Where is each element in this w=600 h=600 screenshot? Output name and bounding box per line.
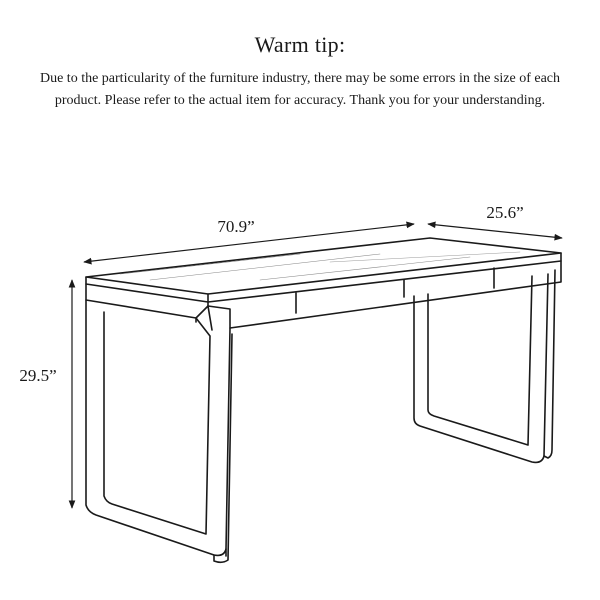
- depth-label: 25.6”: [486, 203, 524, 222]
- length-label: 70.9”: [217, 217, 255, 236]
- desk-illustration: [86, 238, 561, 562]
- height-label: 29.5”: [19, 366, 57, 385]
- disclaimer-note: Due to the particularity of the furniture industry, there may be some errors in the size of each product. Please refer to the actual item for accuracy. Thank you for your understanding.: [39, 71, 561, 108]
- warm-tip-title: Warm tip:: [254, 32, 346, 57]
- tabletop: [86, 238, 561, 294]
- front-left-leg-inner: [104, 312, 210, 534]
- depth-dimension-arrow: [428, 224, 562, 238]
- back-right-leg-inner: [428, 276, 532, 445]
